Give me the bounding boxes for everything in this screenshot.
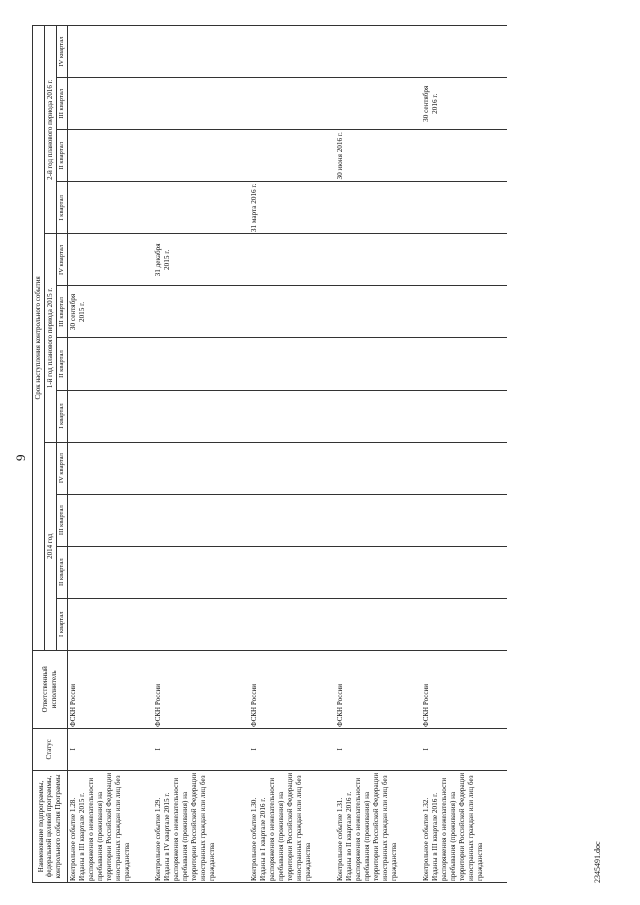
event-title: Контрольное событие 1.32. <box>422 797 431 881</box>
event-status: I <box>153 728 249 770</box>
header-quarter: IV квартал <box>56 442 67 494</box>
event-text: Изданы во II квартале 2016 г. распоряжения о нежелательности пребывания (проживания) на территории Российской Федерации иностранных граждан или лиц без гражданства <box>345 772 399 881</box>
event-executor: ФСКН России <box>249 650 335 728</box>
event-status: I <box>67 728 153 770</box>
event-executor: ФСКН России <box>67 650 153 728</box>
event-text: Изданы в IV квартале 2015 г. распоряжения о нежелательности пребывания (проживания) на территории Российской Федерации иностранных граждан или лиц без гражданства <box>163 772 217 881</box>
event-cell <box>249 770 335 882</box>
event-date: 30 июня 2016 г. <box>335 130 421 182</box>
event-executor: ФСКН России <box>421 650 507 728</box>
header-quarter: II квартал <box>56 130 67 182</box>
event-executor: ФСКН России <box>153 650 249 728</box>
event-cell <box>67 770 153 882</box>
header-quarter: II квартал <box>56 546 67 598</box>
header-quarter: III квартал <box>56 286 67 338</box>
event-cell <box>421 770 507 882</box>
event-date: 30 сентября 2015 г. <box>67 286 153 338</box>
header-quarter: I квартал <box>56 390 67 442</box>
header-quarter: IV квартал <box>56 26 67 78</box>
event-title: Контрольное событие 1.30. <box>250 797 259 881</box>
event-date: 30 сентября 2016 г. <box>421 78 507 130</box>
header-status: Статус <box>33 728 68 770</box>
footer-filename: 2345491.doc <box>593 841 602 883</box>
event-date: 31 марта 2016 г. <box>249 182 335 234</box>
page-number: 9 <box>13 454 28 461</box>
header-year-2014: 2014 год <box>44 442 56 650</box>
event-status: I <box>249 728 335 770</box>
table-row <box>249 26 335 883</box>
header-name: Наименование подпрограммы, федеральной целевой программы, контрольного события Программы <box>33 770 68 882</box>
event-cell <box>153 770 249 882</box>
header-year-plan1: 1-й год планового периода 2015 г. <box>44 234 56 442</box>
header-quarter: III квартал <box>56 78 67 130</box>
table-row <box>67 26 153 883</box>
event-date: 31 декабря 2015 г. <box>153 234 249 286</box>
event-executor: ФСКН России <box>335 650 421 728</box>
header-quarter: III квартал <box>56 494 67 546</box>
header-quarter: I квартал <box>56 182 67 234</box>
event-title: Контрольное событие 1.28. <box>68 797 77 881</box>
control-events-table <box>32 25 507 883</box>
event-text: Изданы в III квартале 2016 г. распоряжения о нежелательности пребывания (проживания) на территории Российской Федерации иностранных граждан или лиц без гражданства <box>431 772 485 881</box>
header-quarter: IV квартал <box>56 234 67 286</box>
header-executor: Ответственный исполнитель <box>33 650 68 728</box>
event-title: Контрольное событие 1.31. <box>336 797 345 881</box>
event-title: Контрольное событие 1.29. <box>154 797 163 881</box>
table-row <box>335 26 421 883</box>
header-year-plan2: 2-й год планового периода 2016 г. <box>44 26 56 234</box>
event-status: I <box>421 728 507 770</box>
header-term: Срок наступления контрольного события <box>33 26 45 651</box>
event-text: Изданы в III квартале 2015 г. распоряжения о нежелательности пребывания (проживания) на территории Российской Федерации иностранных граждан или лиц без гражданства <box>77 772 131 881</box>
header-quarter: I квартал <box>56 598 67 650</box>
event-cell <box>335 770 421 882</box>
event-status: I <box>335 728 421 770</box>
table-row <box>421 26 507 883</box>
header-quarter: II квартал <box>56 338 67 390</box>
event-text: Изданы в I квартале 2016 г. распоряжения о нежелательности пребывания (проживания) на территории Российской Федерации иностранных граждан или лиц без гражданства <box>259 772 313 881</box>
table-row <box>153 26 249 883</box>
